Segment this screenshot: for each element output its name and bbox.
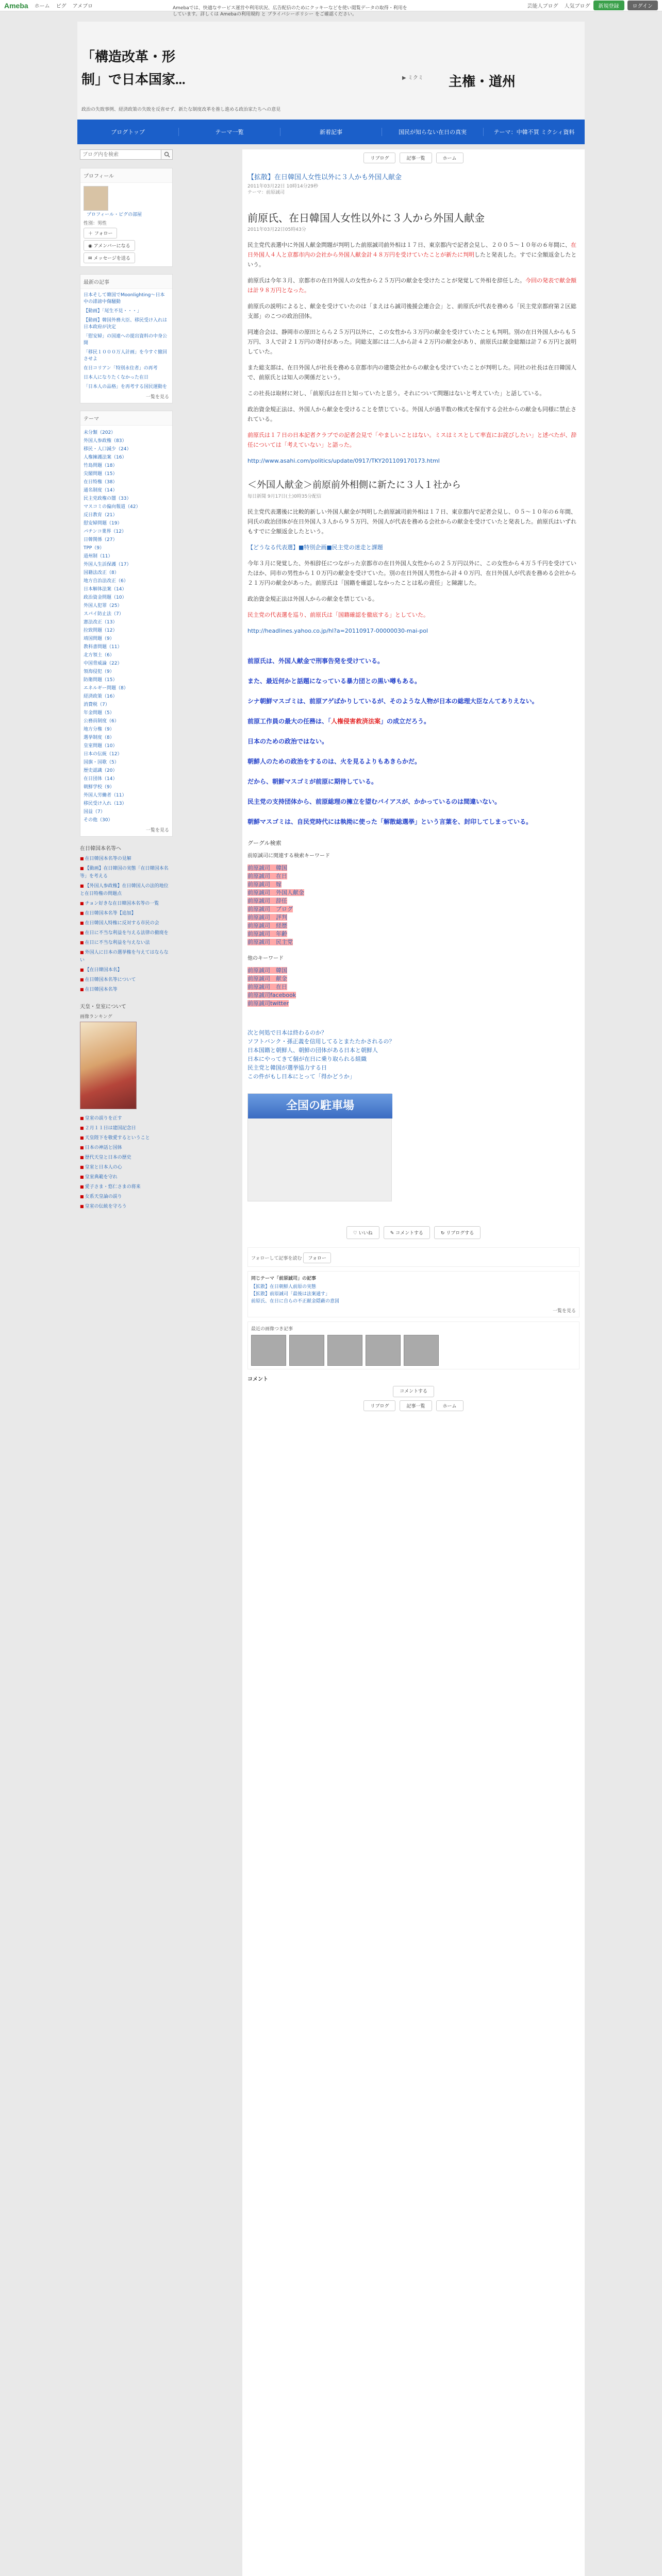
entry-title[interactable]: 在日コリアン「特別永住者」の再考	[84, 366, 158, 371]
theme-item[interactable]: 地方分権（9）	[84, 727, 114, 732]
keyword-item[interactable]	[247, 999, 580, 1008]
bottom-entry-list-button[interactable]: 記事一覧	[400, 1400, 432, 1411]
entry-item[interactable]	[84, 317, 169, 331]
theme-item[interactable]: 靖国問題（9）	[84, 636, 114, 641]
article-headline-2-date: 毎日新聞 9月17日(土)0時35分配信	[247, 494, 322, 499]
blog-nav	[77, 120, 585, 144]
thumb-image[interactable]	[404, 1335, 439, 1366]
main-column	[242, 149, 585, 2576]
follow-button[interactable]	[84, 228, 117, 239]
footer-link[interactable]: 日本にやってきて個が在日に乗り取られる組織	[247, 1056, 367, 1062]
keyword-item[interactable]	[247, 922, 580, 930]
tenno-item[interactable]: ■ 皇室の誤りを正す	[80, 1114, 173, 1123]
keyword-text[interactable]: 前原誠司 嫁	[247, 881, 282, 888]
tenno-item[interactable]: ■ 皇室の伝統を守ろう	[80, 1202, 173, 1211]
top-home-button[interactable]: ホーム	[436, 152, 464, 163]
ad-banner[interactable]: 全国の駐車場	[248, 1094, 392, 1118]
like-button[interactable]	[346, 1226, 379, 1239]
theme-item[interactable]: 消費税（7）	[84, 702, 110, 707]
footer-link[interactable]: この件がもし日本にとって「得かどうか」	[247, 1073, 355, 1080]
related-item[interactable]: ■ チョン好きな在日韓国本名等の一覧	[80, 900, 173, 908]
keyword-list	[247, 864, 580, 946]
paragraph-8: 前原氏は１７日の日本記者クラブでの記者会見で「やましいことはない。ミスはミスとして率直にお詫びしたい」と述べたが、辞任については「考えていない」と語った。	[247, 432, 577, 448]
related-item[interactable]: ■ 【在日韓国本名】	[80, 966, 173, 974]
theme-item[interactable]: 公務員制度（6）	[84, 719, 119, 724]
keyword-text[interactable]: 前原誠司 経歴	[247, 922, 287, 929]
theme-item[interactable]: 日本の伝統（12）	[84, 752, 122, 757]
paragraph-7: 政治資金規正法は、外国人から献金を受けることを禁じている。外国人が過半数の株式を保有する会社からの献金も同様に禁止されている。	[247, 406, 576, 422]
recent-images-section	[247, 1321, 580, 1369]
footer-link[interactable]: 次と何処で日本は終わるのか？	[247, 1029, 327, 1036]
commentary-line: 民主党の支持団体から、前原総理の擁立を望むバイアスが、かかっているのは間違いない。	[247, 798, 501, 805]
plus-icon: ＋	[88, 231, 93, 236]
keyword-text[interactable]: 前原誠司 在日	[247, 873, 287, 879]
keyword-sub-2: 他のキーワード	[247, 956, 284, 961]
related-item[interactable]: ■ 【動画】在日韓国の実態「在日韓国本名等」を考える	[80, 865, 173, 880]
amember-label: アメンバーになる	[93, 244, 130, 249]
same-theme-list	[251, 1283, 576, 1305]
related-heading: 在日韓国本名等へ	[80, 846, 121, 852]
source-link-2[interactable]: http://headlines.yahoo.co.jp/hl?a=20110917-00000030-mai-pol	[247, 628, 428, 634]
theme-item[interactable]: 国籍法改正（8）	[84, 570, 119, 575]
entry-title[interactable]: 日本そして韓国でMoonlighting～日本中の誹謗中傷騒動	[84, 293, 165, 304]
nav-theme-boycott[interactable]: テーマ：中韓不買 ミクシィ資料	[493, 129, 575, 135]
heart-icon: ♡	[353, 1231, 357, 1236]
message-label: メッセージを送る	[93, 256, 130, 261]
commentary-line: シナ朝鮮マスゴミは、前原アゲばかりしているが、そのような人物が日本の総理大臣なんてありえない。	[247, 698, 538, 705]
theme-item[interactable]: 慰安婦問題（19）	[84, 521, 122, 526]
article-headline-2: ＜外国人献金＞前原前外相側に新たに３人１社から	[247, 480, 461, 490]
keyword-item[interactable]	[247, 905, 580, 913]
theme-item[interactable]: 民主党政権の闇（33）	[84, 496, 131, 501]
latest-entries-box	[80, 274, 173, 403]
gh-link-celebrity[interactable]: 芸能人ブログ	[527, 4, 558, 9]
keyword-text[interactable]: 前原誠司 韓国	[247, 967, 287, 974]
avatar[interactable]	[84, 186, 108, 211]
article-headline-date: 2011年03月22日05時43分	[247, 227, 306, 232]
same-theme-heading: 同じテーマ「前原誠司」の記事	[251, 1276, 317, 1281]
keyword-text[interactable]: 前原誠司 献金	[247, 975, 287, 982]
theme-item[interactable]: 移民受け入れ（13）	[84, 801, 127, 806]
tenno-item[interactable]: ■ 日本の神話と国体	[80, 1144, 173, 1152]
keyword-item[interactable]	[247, 930, 580, 938]
theme-item[interactable]: 選挙制度（8）	[84, 735, 114, 740]
comment-button[interactable]	[384, 1226, 430, 1239]
related-item[interactable]: ■ 在日韓国本名等について	[80, 976, 173, 984]
commentary-text: 」の成立だろう。	[380, 718, 431, 725]
follow-section-button[interactable]: フォロー	[303, 1252, 331, 1263]
theme-item[interactable]: 朝鮮学校（9）	[84, 785, 114, 790]
tag-line-link[interactable]: 【どうなる代表選】■特別企画■民主党の迷走と課題	[247, 544, 383, 551]
blog-search-input[interactable]	[80, 149, 161, 160]
keyword-text[interactable]: 前原誠司 外国人献金	[247, 889, 304, 896]
bottom-reblog-button[interactable]: リブログ	[363, 1400, 395, 1411]
tenno-box	[80, 1002, 173, 1211]
theme-box	[80, 411, 173, 837]
entry-item[interactable]	[84, 365, 169, 372]
footer-link[interactable]: 民主党と韓国が選挙協力する日	[247, 1064, 327, 1071]
commentary-line	[247, 717, 580, 726]
nav-theme-list[interactable]: テーマ一覧	[179, 128, 280, 136]
related-item[interactable]: ■ 在日に不当な利益を与えない法	[80, 939, 173, 947]
entry-title[interactable]: 「慰安婦」の国連への提出資料の中身公開	[84, 334, 168, 346]
p1-text: 民主党代表選中に外国人献金問題が判明した前原誠司前外相は１７日、東京都内で記者会見し、２００５～１０年の６年間に、	[247, 242, 571, 248]
people-icon: ◉	[88, 244, 92, 249]
same-theme-item[interactable]: 前原氏、在日に自らの不正献金隠蔽の意図	[251, 1299, 340, 1304]
tenno-sub: 画像ランキング	[80, 1014, 112, 1020]
keyword-item[interactable]	[247, 991, 580, 999]
gh-link-home[interactable]: ホーム	[34, 4, 50, 9]
theme-item[interactable]: 外国人労働者（11）	[84, 793, 127, 798]
tenno-list	[80, 1114, 173, 1211]
paragraph-2	[247, 276, 580, 295]
reblog-button[interactable]	[434, 1226, 481, 1239]
top-action-bar	[242, 149, 585, 166]
sidebar	[80, 149, 173, 1219]
message-button[interactable]	[84, 252, 135, 263]
tenno-item[interactable]: ■ 皇室典範を守れ	[80, 1173, 173, 1181]
search-icon[interactable]	[161, 149, 173, 160]
recent-images-heading: 最近の画像つき記事	[251, 1327, 293, 1332]
theme-item[interactable]: パチンコ業界（12）	[84, 529, 127, 534]
profile-gender: 性別：男性	[84, 221, 107, 226]
related-item[interactable]: ■ 外国人に日本の選挙権を与えてはならない	[80, 948, 173, 964]
theme-item[interactable]: 北方領土（6）	[84, 653, 114, 658]
paragraph-1	[247, 240, 580, 269]
tenno-item[interactable]: ■ 皇室と日本人の心	[80, 1163, 173, 1172]
related-box	[80, 844, 173, 994]
nav-new-entries[interactable]: 新着記事	[280, 128, 382, 136]
keyword-text[interactable]: 前原誠司 在日	[247, 984, 287, 990]
p2-red: 今回の発表で献金額は計９８万円となった。	[247, 277, 576, 294]
commentary-line: 前原氏は、外国人献金で刑事告発を受けている。	[247, 657, 384, 665]
footer-link[interactable]: 日本国籍と朝鮮人、朝鮮の団体がある日本と朝鮮人	[247, 1047, 378, 1054]
related-item[interactable]: ■ 在日韓国本名等	[80, 986, 173, 994]
theme-list	[84, 429, 169, 824]
entry-item[interactable]	[84, 349, 169, 363]
theme-item[interactable]: 在日特権（38）	[84, 480, 118, 485]
theme-item[interactable]: 防衛問題（15）	[84, 677, 118, 683]
theme-item[interactable]: 日本解体法案（14）	[84, 587, 127, 592]
tenno-item[interactable]: ■ 歴代天皇と日本の歴史	[80, 1154, 173, 1162]
entry-item[interactable]	[84, 384, 169, 391]
theme-item[interactable]: 年金問題（5）	[84, 710, 114, 716]
theme-item[interactable]: スパイ防止法（7）	[84, 612, 124, 617]
related-item[interactable]: ■ 在日韓国本名等の見解	[80, 855, 173, 863]
theme-item[interactable]: 道州制（11）	[84, 554, 113, 559]
theme-item[interactable]: 経済政策（16）	[84, 694, 118, 699]
related-item[interactable]: ■ 在日韓国人特権に反対する市民の会	[80, 919, 173, 927]
entry-title[interactable]: 【動画】韓国外務大臣、移民受け入れは日本政府が決定	[84, 318, 168, 330]
profile-heading: プロフィール	[80, 168, 172, 183]
follow-section-label: フォローして記事を読む	[251, 1256, 302, 1261]
theme-item[interactable]: 外国人犯罪（25）	[84, 603, 122, 608]
bottom-action-bar	[242, 1397, 585, 1414]
profile-box	[80, 168, 173, 267]
footer-link[interactable]: ソフトバンク・孫正義を信用してるとまたたかされるの？	[247, 1038, 395, 1045]
ad-area[interactable]	[247, 1093, 392, 1201]
tenno-item[interactable]: ■ 女系天皇論の誤り	[80, 1193, 173, 1201]
keyword-list-2	[247, 967, 580, 1008]
reblog-icon: ↻	[440, 1231, 445, 1236]
paragraph-4: 同連合会は、静岡市の原田とらら２５万円以外に、この女性から３万円の献金を受けていたことも判明。別の在日外国人からも５万円、３人で計２１万円の寄付があった。同総支部には二人から計４２万円の献金があり、前原氏は献金総額は計７６万円と説明していた。	[247, 329, 576, 355]
theme-item[interactable]: 通名制度（14）	[84, 488, 118, 493]
tag-line[interactable]	[247, 543, 580, 552]
post-comment-button[interactable]: コメントする	[393, 1386, 434, 1397]
same-theme-section	[247, 1271, 580, 1317]
keyword-text[interactable]: 前原誠司facebook	[247, 992, 296, 998]
tenno-item[interactable]: ■ ２月１１日は建国記念日	[80, 1124, 173, 1132]
nav-blog-top[interactable]: ブログトップ	[77, 128, 179, 136]
theme-item[interactable]: 領海侵犯（9）	[84, 669, 114, 674]
theme-item[interactable]: 憲法改正（13）	[84, 620, 118, 625]
theme-item[interactable]: TPP（9）	[84, 546, 105, 551]
paragraph-10: 今年３月に発覚した、外相辞任につながった京都市の在日外国人女性からの２５万円以外に、この女性から４万５千円を受けていたほか、同市の男性から１０万円の献金を受けていた。別の在日外国人男性から計４０万円、在日外国人が代表を務める会社から２１万円の献金があった。前原氏は「国籍を確認しなかったことは私の責任」と陳謝した。	[247, 560, 576, 586]
theme-item[interactable]: 外国人生活保護（17）	[84, 562, 131, 567]
follow-section	[247, 1247, 580, 1267]
theme-item[interactable]: 歴史認識（20）	[84, 768, 118, 773]
same-theme-item[interactable]: 【拡散】前原誠司「最後は法案通す」	[251, 1292, 330, 1297]
keyword-item[interactable]	[247, 975, 580, 983]
comment-heading: コメント	[247, 1377, 268, 1382]
keyword-item[interactable]	[247, 983, 580, 991]
related-footer-lines	[247, 1028, 580, 1081]
related-item[interactable]: ■ 在日韓国本名等【追加】	[80, 909, 173, 918]
theme-item[interactable]: 人権擁護法案（16）	[84, 455, 127, 460]
sidebar-search	[80, 149, 173, 160]
theme-item[interactable]: 地方自治法改正（6）	[84, 579, 128, 584]
theme-item[interactable]: 竹島問題（18）	[84, 463, 118, 468]
article-theme[interactable]: テーマ：前原誠司	[247, 190, 285, 195]
mail-icon: ✉	[88, 256, 92, 261]
keyword-item[interactable]	[247, 864, 580, 872]
theme-item[interactable]: 移民・人口減少（24）	[84, 447, 131, 452]
comment-icon: ✎	[390, 1231, 394, 1236]
theme-item[interactable]: 反日教育（21）	[84, 513, 118, 518]
thumb-row	[251, 1335, 576, 1366]
keyword-item[interactable]	[247, 889, 580, 897]
follow-label: フォロー	[94, 231, 113, 236]
entry-item[interactable]	[84, 308, 169, 315]
theme-item[interactable]: 拉致問題（12）	[84, 628, 118, 633]
keyword-item[interactable]	[247, 967, 580, 975]
theme-item[interactable]: 未分類（202）	[84, 430, 116, 435]
gh-link-pigg[interactable]: ピグ	[56, 4, 67, 9]
entry-item[interactable]	[84, 375, 169, 381]
keyword-text[interactable]: 前原誠司 年齢	[247, 930, 287, 937]
tenno-image[interactable]	[80, 1022, 137, 1109]
like-label: いいね	[358, 1231, 373, 1236]
commentary-block	[247, 656, 580, 827]
keyword-item[interactable]	[247, 938, 580, 946]
keyword-text[interactable]: 前原誠司 ブログ	[247, 906, 293, 912]
blog-title-line-1[interactable]: 「構造改革・形	[81, 49, 176, 64]
source-url-2[interactable]	[247, 626, 580, 636]
theme-item[interactable]: 日韓関係（27）	[84, 537, 118, 543]
keyword-text[interactable]: 前原誠司 民主党	[247, 939, 293, 945]
keyword-heading: グーグル検索	[247, 840, 282, 846]
source-link-1[interactable]: http://www.asahi.com/politics/update/0917/TKY201109170173.html	[247, 457, 440, 464]
blog-header	[77, 22, 585, 120]
register-button[interactable]: 新規登録	[593, 1, 624, 10]
thumb-image[interactable]	[366, 1335, 401, 1366]
top-reblog-button[interactable]: リブログ	[363, 152, 395, 163]
keyword-sub: 前原誠司に関連する検索キーワード	[247, 853, 330, 859]
thumb-image[interactable]	[289, 1335, 324, 1366]
commentary-text: 前原工作員の最大の任務は、「	[247, 718, 332, 725]
entries-more-link[interactable]: 一覧を見る	[145, 395, 169, 400]
entry-title[interactable]: 日本人になりたくなかった在日	[84, 375, 149, 380]
keyword-text[interactable]: 前原誠司twitter	[247, 1000, 289, 1007]
tenno-heading: 天皇・皇室について	[80, 1004, 126, 1010]
nav-zainichi[interactable]: 国民が知らない在日の真実	[382, 128, 484, 136]
keyword-item[interactable]	[247, 913, 580, 922]
theme-item[interactable]: 尖閣問題（15）	[84, 471, 118, 477]
theme-item[interactable]: 教科書問題（11）	[84, 645, 122, 650]
p1-red: 在日外国人４人と京都市内の会社から外国人献金計４８万円を受けていたことが新たに判明	[247, 242, 576, 258]
source-url-1[interactable]	[247, 456, 580, 466]
thumb-image[interactable]	[327, 1335, 362, 1366]
top-entry-list-button[interactable]: 記事一覧	[400, 152, 432, 163]
tenno-item[interactable]: ■ 天皇陛下を敬愛するということ	[80, 1134, 173, 1142]
gh-link-popular[interactable]: 人気ブログ	[564, 4, 590, 9]
same-theme-more[interactable]: 一覧を見る	[552, 1309, 576, 1314]
commentary-line: 朝鮮マスゴミは、自民党時代には執拗に使った「解散総選挙」という言葉を、封印してしまっている。	[247, 818, 533, 825]
commentary-highlight: 人権侵害救済法案	[331, 718, 381, 725]
like-bar	[242, 1222, 585, 1243]
comment-label: コメントする	[395, 1231, 423, 1236]
themes-more-link[interactable]: 一覧を見る	[145, 828, 169, 833]
keyword-text[interactable]: 前原誠司 辞任	[247, 897, 287, 904]
reblog-label: リブログする	[446, 1231, 474, 1236]
paragraph-12: 民主党の代表選を巡り、前原氏は「国籍確認を徹底する」としていた。	[247, 612, 429, 618]
p1-tail: したと発表した。すでに全額返金したという。	[247, 251, 577, 268]
theme-item[interactable]: エネルギー問題（8）	[84, 686, 128, 691]
related-list	[80, 855, 173, 994]
theme-item[interactable]: 外国人参政権（83）	[84, 438, 127, 444]
theme-item[interactable]: 政治資金問題（10）	[84, 595, 127, 600]
theme-item[interactable]: その他（30）	[84, 818, 113, 823]
theme-item[interactable]: 中国脅威論（22）	[84, 661, 122, 666]
paragraph-11: 政治資金規正法は外国人からの献金を禁じている。	[247, 596, 378, 602]
related-item[interactable]: ■ 【外国人参政権】在日韓国人の法的地位と在日特権の問題点	[80, 882, 173, 898]
blog-title-right: 主権・道州	[449, 74, 516, 89]
related-item[interactable]: ■ 在日に不当な利益を与える法律の撤廃を	[80, 929, 173, 937]
same-theme-item[interactable]: 【拡散】在日朝鮮人前原の実態	[251, 1284, 317, 1290]
ameba-logo[interactable]: Ameba	[4, 1, 28, 10]
theme-item[interactable]: 皇室問題（10）	[84, 743, 118, 749]
article-title[interactable]: 【拡散】在日韓国人女性以外に３人かも外国人献金	[247, 174, 402, 181]
login-button[interactable]: ログイン	[627, 1, 658, 10]
blog-description: 政治の失敗事例、経済政策の失敗を反省せず、新たな制度改革を推し進める政治家たちへの意見	[81, 107, 281, 112]
commentary-line: だから、朝鮮マスゴミが前原に期待している。	[247, 778, 378, 785]
theme-item[interactable]: 国益（7）	[84, 809, 105, 815]
header-share-link[interactable]: ▶ ミクミ	[402, 75, 423, 81]
theme-item[interactable]: マスコミの偏向報道（42）	[84, 504, 141, 510]
theme-item[interactable]: 国旗・国歌（5）	[84, 760, 119, 765]
entry-item[interactable]	[84, 333, 169, 347]
amember-button[interactable]	[84, 240, 135, 251]
entry-list	[84, 292, 169, 391]
blog-title-line-2[interactable]: 制」で日本国家...	[81, 72, 186, 87]
keyword-item[interactable]	[247, 872, 580, 880]
gh-link-ameblo[interactable]: アメブロ	[72, 4, 93, 9]
theme-item[interactable]: 在日団体（14）	[84, 776, 118, 782]
cookie-notice: Amebaでは、快適なサービス運営や利用状況、広告配信のためにクッキーなどを使い閲覧データの取得・利用をしています。詳しくは Amebaの利用規約 と プライバシーポリシー をご確認ください。	[173, 6, 407, 17]
article-date: 2011年03月22日 10時14分29秒	[247, 184, 319, 189]
paragraph-5: また総支部は、在日外国人が社長を務める京都市内の建築会社からの献金も受けていたことが判明した。同社の社長は在日韓国人で、前原氏とは知人の関係だという。	[247, 364, 576, 381]
bottom-home-button[interactable]: ホーム	[436, 1400, 464, 1411]
commentary-line: 朝鮮人のための政治をするのは、火を見るよりもあきらかだ。	[247, 758, 421, 765]
tenno-item[interactable]: ■ 愛子さま・悠仁さまの将来	[80, 1183, 173, 1191]
keyword-item[interactable]	[247, 897, 580, 905]
article-headline: 前原氏、在日韓国人女性以外に３人から外国人献金	[247, 212, 485, 224]
paragraph-3: 前原氏の説明によると、献金を受けていたのは「まえはら誠司後援会連合会」と、前原氏が代表を務める「民主党京都府第２区総支部」のこつの政治団体。	[247, 303, 576, 319]
paragraph-9: 民主党代表選後に比較的新しい外国人献金が判明した前原誠司前外相は１７日、東京都内で記者会見し、０５～１０年の６年間、同氏の政治団体が在日外国人３人から９５万円、外国人が代表を務める会社からの献金を受けていたと発表した。前原氏はいずれもすでに全額返金したという。	[247, 509, 576, 535]
thumb-image[interactable]	[251, 1335, 286, 1366]
keyword-text[interactable]: 前原誠司 評判	[247, 914, 287, 921]
keyword-item[interactable]	[247, 880, 580, 889]
article-body	[247, 211, 580, 1201]
profile-link[interactable]: プロフィール・ピグの部屋	[87, 212, 142, 217]
entry-item[interactable]	[84, 292, 169, 306]
theme-heading: テーマ	[80, 411, 172, 426]
entry-title[interactable]: 「日本人の品格」を再考する国民運動を	[84, 384, 168, 389]
keyword-text[interactable]: 前原誠司 韓国	[247, 865, 287, 871]
entry-title[interactable]: 「移民１０００万人計画」を今すぐ撤回させよ	[84, 350, 168, 362]
p2-text: 前原氏は今年３月、京都市の在日外国人の女性から２５万円の献金を受けたことが発覚して外相を辞任した。	[247, 277, 525, 284]
paragraph-6: この社長は取材に対し、「前原氏は在日と知っていたと思う。それについて問題はないと考えていた」と話している。	[247, 390, 545, 397]
latest-entries-heading: 最新の記事	[80, 275, 172, 289]
commentary-line: 日本のための政治ではない。	[247, 738, 328, 745]
entry-title[interactable]: 【動画】「尾生不見・・・」	[84, 309, 142, 314]
commentary-line: また、最近何かと話題になっている暴力団との黒い噂もある。	[247, 677, 421, 685]
